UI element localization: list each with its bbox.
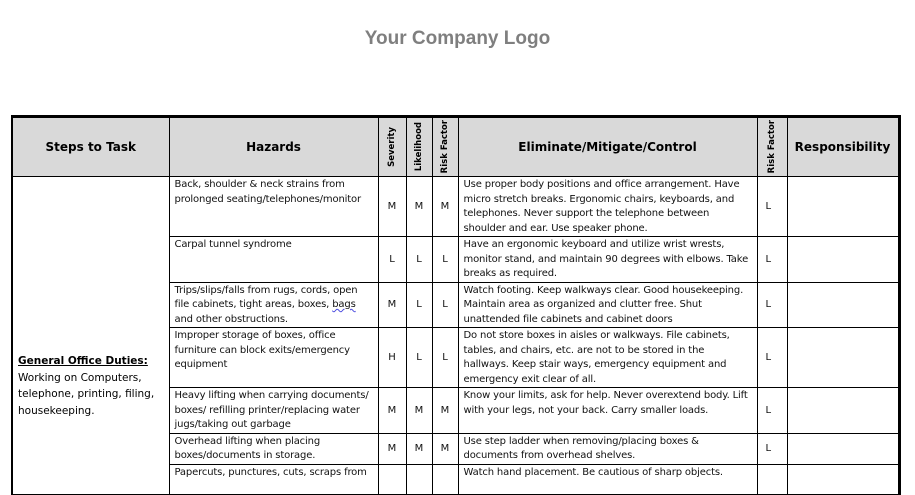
header-control: Eliminate/Mitigate/Control (458, 117, 757, 177)
hazard-text: Trips/slips/falls from rugs, cords, open file cabinets, tight areas, boxes, (174, 284, 358, 310)
risk-factor-cell: M (432, 388, 458, 434)
likelihood-cell: L (406, 237, 432, 283)
responsibility-cell[interactable] (787, 177, 899, 237)
risk-factor-cell: L (432, 237, 458, 283)
header-responsibility: Responsibility (787, 117, 899, 177)
risk-factor-after-cell: L (757, 388, 787, 434)
control-cell: Watch hand placement. Be cautious of sharp objects. (458, 464, 757, 494)
responsibility-cell[interactable] (787, 282, 899, 328)
responsibility-cell[interactable] (787, 328, 899, 388)
likelihood-cell: L (406, 282, 432, 328)
header-hazards: Hazards (169, 117, 378, 177)
risk-factor-after-label: Risk Factor (766, 120, 777, 174)
severity-cell: M (378, 433, 406, 464)
hazard-cell: Papercuts, punctures, cuts, scraps from (169, 464, 378, 494)
control-cell: Use step ladder when removing/placing boxes & documents from overhead shelves. (458, 433, 757, 464)
hazard-cell: Improper storage of boxes, office furniture can block exits/emergency equipment (169, 328, 378, 388)
risk-factor-cell: L (432, 282, 458, 328)
responsibility-cell[interactable] (787, 464, 899, 494)
severity-label: Severity (386, 127, 397, 167)
company-logo-placeholder: Your Company Logo (364, 28, 551, 49)
risk-factor-after-cell: L (757, 237, 787, 283)
hazard-cell: Heavy lifting when carrying documents/ boxes/ refilling printer/replacing water jugs/taking out garbage (169, 388, 378, 434)
likelihood-cell: M (406, 433, 432, 464)
hazard-cell (169, 282, 378, 328)
severity-cell: M (378, 177, 406, 237)
hazard-text: and other obstructions. (174, 313, 288, 325)
likelihood-cell (406, 464, 432, 494)
task-description: Working on Computers, telephone, printing, filing, housekeeping. (18, 371, 155, 417)
hazard-cell: Overhead lifting when placing boxes/documents in storage. (169, 433, 378, 464)
responsibility-cell[interactable] (787, 433, 899, 464)
task-title: General Office Duties: (18, 355, 148, 367)
risk-factor-after-cell: L (757, 282, 787, 328)
severity-cell: M (378, 282, 406, 328)
header-row (12, 117, 899, 177)
likelihood-label: Likelihood (413, 122, 424, 172)
header-risk-factor (432, 117, 458, 177)
spelling-flag-word[interactable]: bags (332, 299, 356, 310)
hazard-assessment-table (11, 115, 901, 495)
control-cell: Use proper body positions and office arrangement. Have micro stretch breaks. Ergonomic chairs, keyboards, and telephones. Never support the telephone between shoulder and ear. Use speaker phone. (458, 177, 757, 237)
risk-factor-after-cell: L (757, 177, 787, 237)
responsibility-cell[interactable] (787, 388, 899, 434)
risk-factor-after-cell: L (757, 328, 787, 388)
responsibility-cell[interactable] (787, 237, 899, 283)
likelihood-cell: M (406, 388, 432, 434)
risk-factor-cell: M (432, 433, 458, 464)
severity-cell: H (378, 328, 406, 388)
risk-factor-cell: L (432, 328, 458, 388)
likelihood-cell: L (406, 328, 432, 388)
control-cell: Watch footing. Keep walkways clear. Good housekeeping. Maintain area as organized and clutter free. Shut unattended file cabinets and cabinet doors (458, 282, 757, 328)
likelihood-cell: M (406, 177, 432, 237)
control-cell: Know your limits, ask for help. Never overextend body. Lift with your legs, not your back. Carry smaller loads. (458, 388, 757, 434)
control-cell: Have an ergonomic keyboard and utilize wrist wrests, monitor stand, and maintain 90 degrees with elbows. Take breaks as required. (458, 237, 757, 283)
severity-cell (378, 464, 406, 494)
steps-to-task-cell (12, 177, 169, 495)
hazard-cell: Carpal tunnel syndrome (169, 237, 378, 283)
severity-cell: M (378, 388, 406, 434)
risk-factor-after-cell (757, 464, 787, 494)
header-risk-factor-after (757, 117, 787, 177)
severity-cell: L (378, 237, 406, 283)
header-severity (378, 117, 406, 177)
header-likelihood (406, 117, 432, 177)
table-row (12, 177, 899, 237)
risk-factor-cell (432, 464, 458, 494)
hazard-cell: Back, shoulder & neck strains from prolonged seating/telephones/monitor (169, 177, 378, 237)
risk-factor-label: Risk Factor (439, 120, 450, 174)
control-cell: Do not store boxes in aisles or walkways. File cabinets, tables, and chairs, etc. are not to be stored in the hallways. Keep stair ways, emergency equipment and emergency exit clear of all. (458, 328, 757, 388)
header-steps-to-task: Steps to Task (12, 117, 169, 177)
risk-factor-after-cell: L (757, 433, 787, 464)
risk-factor-cell: M (432, 177, 458, 237)
